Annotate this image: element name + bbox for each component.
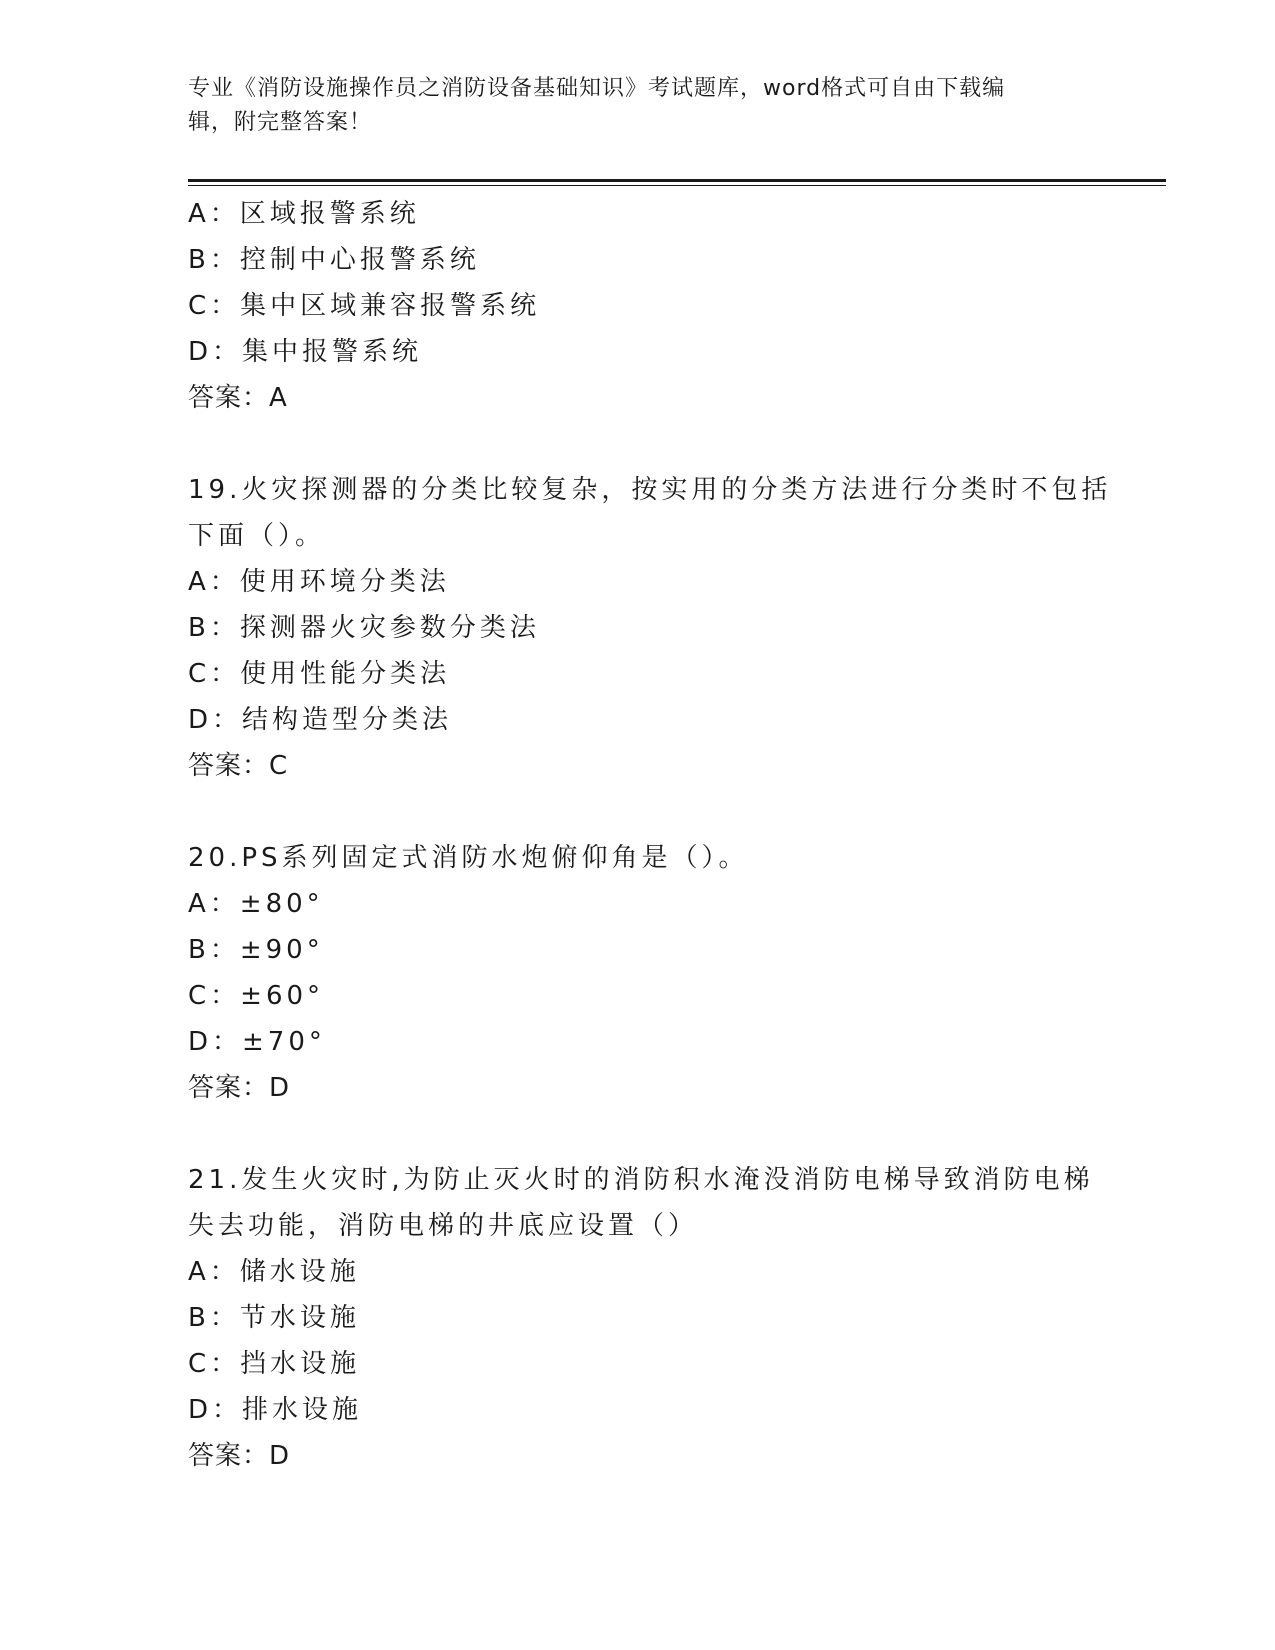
question-block-21	[188, 1157, 1094, 1479]
answer-line: 答案：C	[188, 751, 289, 781]
option-c: C：集中区域兼容报警系统	[188, 291, 541, 321]
option-c: C：使用性能分类法	[188, 659, 451, 689]
option-d: D：排水设施	[188, 1395, 363, 1425]
option-a: A：储水设施	[188, 1257, 360, 1287]
option-d: D：±70°	[188, 1027, 326, 1057]
answer-line: 答案：D	[188, 1441, 291, 1471]
question-block-19	[188, 467, 1112, 789]
question-list	[188, 191, 1112, 1479]
header-line-2: 辑，附完整答案！	[188, 110, 373, 135]
option-d: D：结构造型分类法	[188, 705, 453, 735]
option-b: B：探测器火灾参数分类法	[188, 613, 540, 643]
question-block-20	[188, 835, 1088, 1111]
answer-line: 答案：A	[188, 383, 288, 413]
option-c: C：挡水设施	[188, 1349, 361, 1379]
option-b: B：节水设施	[188, 1303, 360, 1333]
question-text-line: 失去功能，消防电梯的井底应设置（）	[188, 1211, 699, 1241]
header-divider	[188, 179, 1166, 186]
question-block-18	[188, 191, 1088, 421]
answer-line: 答案：D	[188, 1073, 291, 1103]
question-text-line: 21.发生火灾时,为防止灭火时的消防积水淹没消防电梯导致消防电梯	[188, 1165, 1094, 1195]
header-line-1: 专业《消防设施操作员之消防设备基础知识》考试题库，word格式可自由下载编	[188, 76, 1006, 101]
option-b: B：控制中心报警系统	[188, 245, 480, 275]
option-b: B：±90°	[188, 935, 324, 965]
option-d: D：集中报警系统	[188, 337, 423, 367]
question-text-line: 下面（）。	[188, 521, 326, 551]
option-a: A：区域报警系统	[188, 199, 420, 229]
question-text-line: 19.火灾探测器的分类比较复杂，按实用的分类方法进行分类时不包括	[188, 475, 1112, 505]
document-header	[188, 72, 1068, 140]
option-c: C：±60°	[188, 981, 325, 1011]
option-a: A：±80°	[188, 889, 324, 919]
question-text-line: 20.PS系列固定式消防水炮俯仰角是（）。	[188, 843, 749, 873]
option-a: A：使用环境分类法	[188, 567, 450, 597]
